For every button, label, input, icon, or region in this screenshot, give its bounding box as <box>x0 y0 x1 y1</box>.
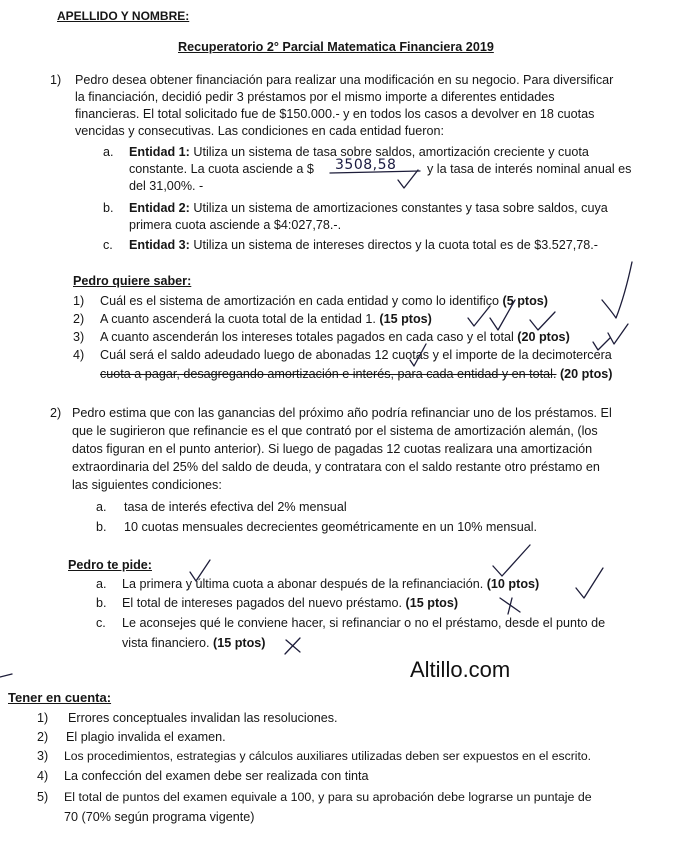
note-text: La confección del examen debe ser realizada con tinta <box>64 769 369 783</box>
q2-ask-text: El total de intereses pagados del nuevo préstamo. <box>122 596 403 610</box>
q1-intro-line: vencidas y consecutivas. Las condiciones en cada entidad fueron: <box>75 124 444 138</box>
cross-mark-icon <box>500 598 520 614</box>
note-number: 4) <box>37 769 49 783</box>
note-text: Errores conceptuales invalidan las resoluciones. <box>68 711 338 725</box>
check-mark-icon <box>602 262 632 318</box>
entity3-label: Entidad 3: <box>129 238 190 252</box>
q1-question-text: Cuál es el sistema de amortización en cada entidad y como lo identifico <box>100 294 500 308</box>
q2-intro-line: datos figuran en el punto anterior). Si luego de pagadas 12 cuotas realizara una amortización <box>72 442 593 456</box>
watermark-text: Altillo.com <box>410 657 511 682</box>
note-number: 2) <box>37 730 49 744</box>
note-number: 3) <box>37 749 49 763</box>
handwritten-answer: 3508,58 <box>335 157 397 173</box>
q1-question <box>100 311 432 328</box>
note-number: 1) <box>37 711 49 725</box>
note-text: Los procedimientos, estrategias y cálculos auxiliares utilizadas deben ser expuestos en el escrito. <box>64 749 592 763</box>
q1-question-number: 3) <box>73 330 85 344</box>
entity3-marker: c. <box>103 238 113 252</box>
q2-ask <box>122 595 458 612</box>
q2-ask-marker: a. <box>96 577 107 591</box>
points: (15 ptos) <box>379 312 432 326</box>
q2-condition: tasa de interés efectiva del 2% mensual <box>124 500 347 514</box>
entity1-marker: a. <box>103 145 114 159</box>
name-label: APELLIDO Y NOMBRE: <box>57 9 190 23</box>
entity2-line <box>129 200 608 217</box>
note-number: 5) <box>37 790 49 804</box>
exam-title: Recuperatorio 2° Parcial Matematica Financiera 2019 <box>178 40 494 54</box>
q2-ask-marker: b. <box>96 596 107 610</box>
entity2-label: Entidad 2: <box>129 201 190 215</box>
note-text: El plagio invalida el examen. <box>66 730 226 744</box>
q2-number: 2) <box>50 406 62 420</box>
q2-condition-marker: a. <box>96 500 107 514</box>
entity2-text: Utiliza un sistema de amortizaciones constantes y tasa sobre saldos, cuya <box>193 201 608 215</box>
entity3-text: Utiliza un sistema de intereses directos y la cuota total es de $3.527,78.- <box>193 238 598 252</box>
entity1-text: Utiliza un sistema de tasa sobre saldos, amortización creciente y cuota <box>193 145 589 159</box>
q2-ask-marker: c. <box>96 616 106 630</box>
check-mark-icon <box>398 170 418 188</box>
q1-question-number: 4) <box>73 348 85 362</box>
q1-intro-line: financieras. El total solicitado fue de $150.000.- y en todos los casos a devolver en 18 cuotas <box>75 107 595 121</box>
q2-subheading: Pedro te pide: <box>68 558 152 572</box>
q2-condition-marker: b. <box>96 520 107 534</box>
q1-question-text: A cuanto ascenderá la cuota total de la entidad 1. <box>100 312 376 326</box>
notes-heading: Tener en cuenta: <box>8 690 112 705</box>
entity1-line2a: constante. La cuota asciende a $ <box>129 162 314 176</box>
q1-intro-line: la financiación, decidió pedir 3 préstamos por el mismo importe a diferentes entidades <box>75 90 555 104</box>
q1-question-number: 1) <box>73 294 85 308</box>
entity1-label: Entidad 1: <box>129 145 190 159</box>
points: (5 ptos) <box>502 294 548 308</box>
q1-question-text: cuota a pagar, desagregando amortización e interés, para cada entidad y en total. <box>100 367 557 381</box>
note-text: El total de puntos del examen equivale a 100, y para su aprobación debe lograrse un puntaje de <box>64 790 592 804</box>
q1-intro-line: Pedro desea obtener financiación para realizar una modificación en su negocio. Para diversificar <box>75 73 614 87</box>
q2-intro-line: extraordinaria del 25% del saldo de deuda, y contratara con el saldo restante otro préstamo en <box>72 460 600 474</box>
q2-ask <box>122 576 539 593</box>
entity3-line <box>129 237 598 254</box>
q1-question <box>100 329 570 346</box>
points: (20 ptos) <box>517 330 570 344</box>
q1-question <box>100 293 548 310</box>
points: (15 ptos) <box>405 596 459 610</box>
q1-question-text: Cuál será el saldo adeudado luego de abonadas 12 cuotas y el importe de la decimotercera <box>100 348 612 362</box>
q2-intro-line: que le sugirieron que refinancie es el que contrató por el sistema de amortización alemán, (los <box>72 424 598 438</box>
entity2-marker: b. <box>103 201 114 215</box>
q2-intro-line: Pedro estima que con las ganancias del próximo año podría refinanciar uno de los préstamos. El <box>72 406 612 420</box>
margin-mark <box>0 674 12 677</box>
q2-ask-text: Le aconsejes qué le conviene hacer, si refinanciar o no el préstamo, desde el punto de <box>122 616 606 630</box>
q1-subheading: Pedro quiere saber: <box>73 274 192 288</box>
cross-mark-icon <box>285 638 300 654</box>
q2-intro-line: las siguientes condiciones: <box>72 478 222 492</box>
entity1-line3: del 31,00%. - <box>129 179 204 193</box>
q1-question-number: 2) <box>73 312 85 326</box>
check-mark-icon <box>530 312 555 330</box>
q1-question <box>100 366 612 383</box>
note-text: 70 (70% según programa vigente) <box>64 810 255 824</box>
check-mark-icon <box>493 545 530 576</box>
q2-ask <box>122 635 265 652</box>
check-mark-icon <box>608 324 628 344</box>
check-mark-icon <box>576 568 603 598</box>
entity1-line2b: y la tasa de interés nominal anual es <box>427 162 632 176</box>
q1-question-text: A cuanto ascenderán los intereses totales pagados en cada caso y el total <box>100 330 514 344</box>
points: (10 ptos) <box>486 577 540 591</box>
q2-ask-text: vista financiero. <box>122 636 210 650</box>
q2-ask-text: La primera y última cuota a abonar después de la refinanciación. <box>122 577 484 591</box>
entity2-line2: primera cuota asciende a $4:027,78.-. <box>129 218 342 232</box>
q2-condition: 10 cuotas mensuales decrecientes geométricamente en un 10% mensual. <box>124 520 538 534</box>
q1-number: 1) <box>50 73 62 87</box>
points: (15 ptos) <box>213 636 266 650</box>
points: (20 ptos) <box>559 367 613 381</box>
